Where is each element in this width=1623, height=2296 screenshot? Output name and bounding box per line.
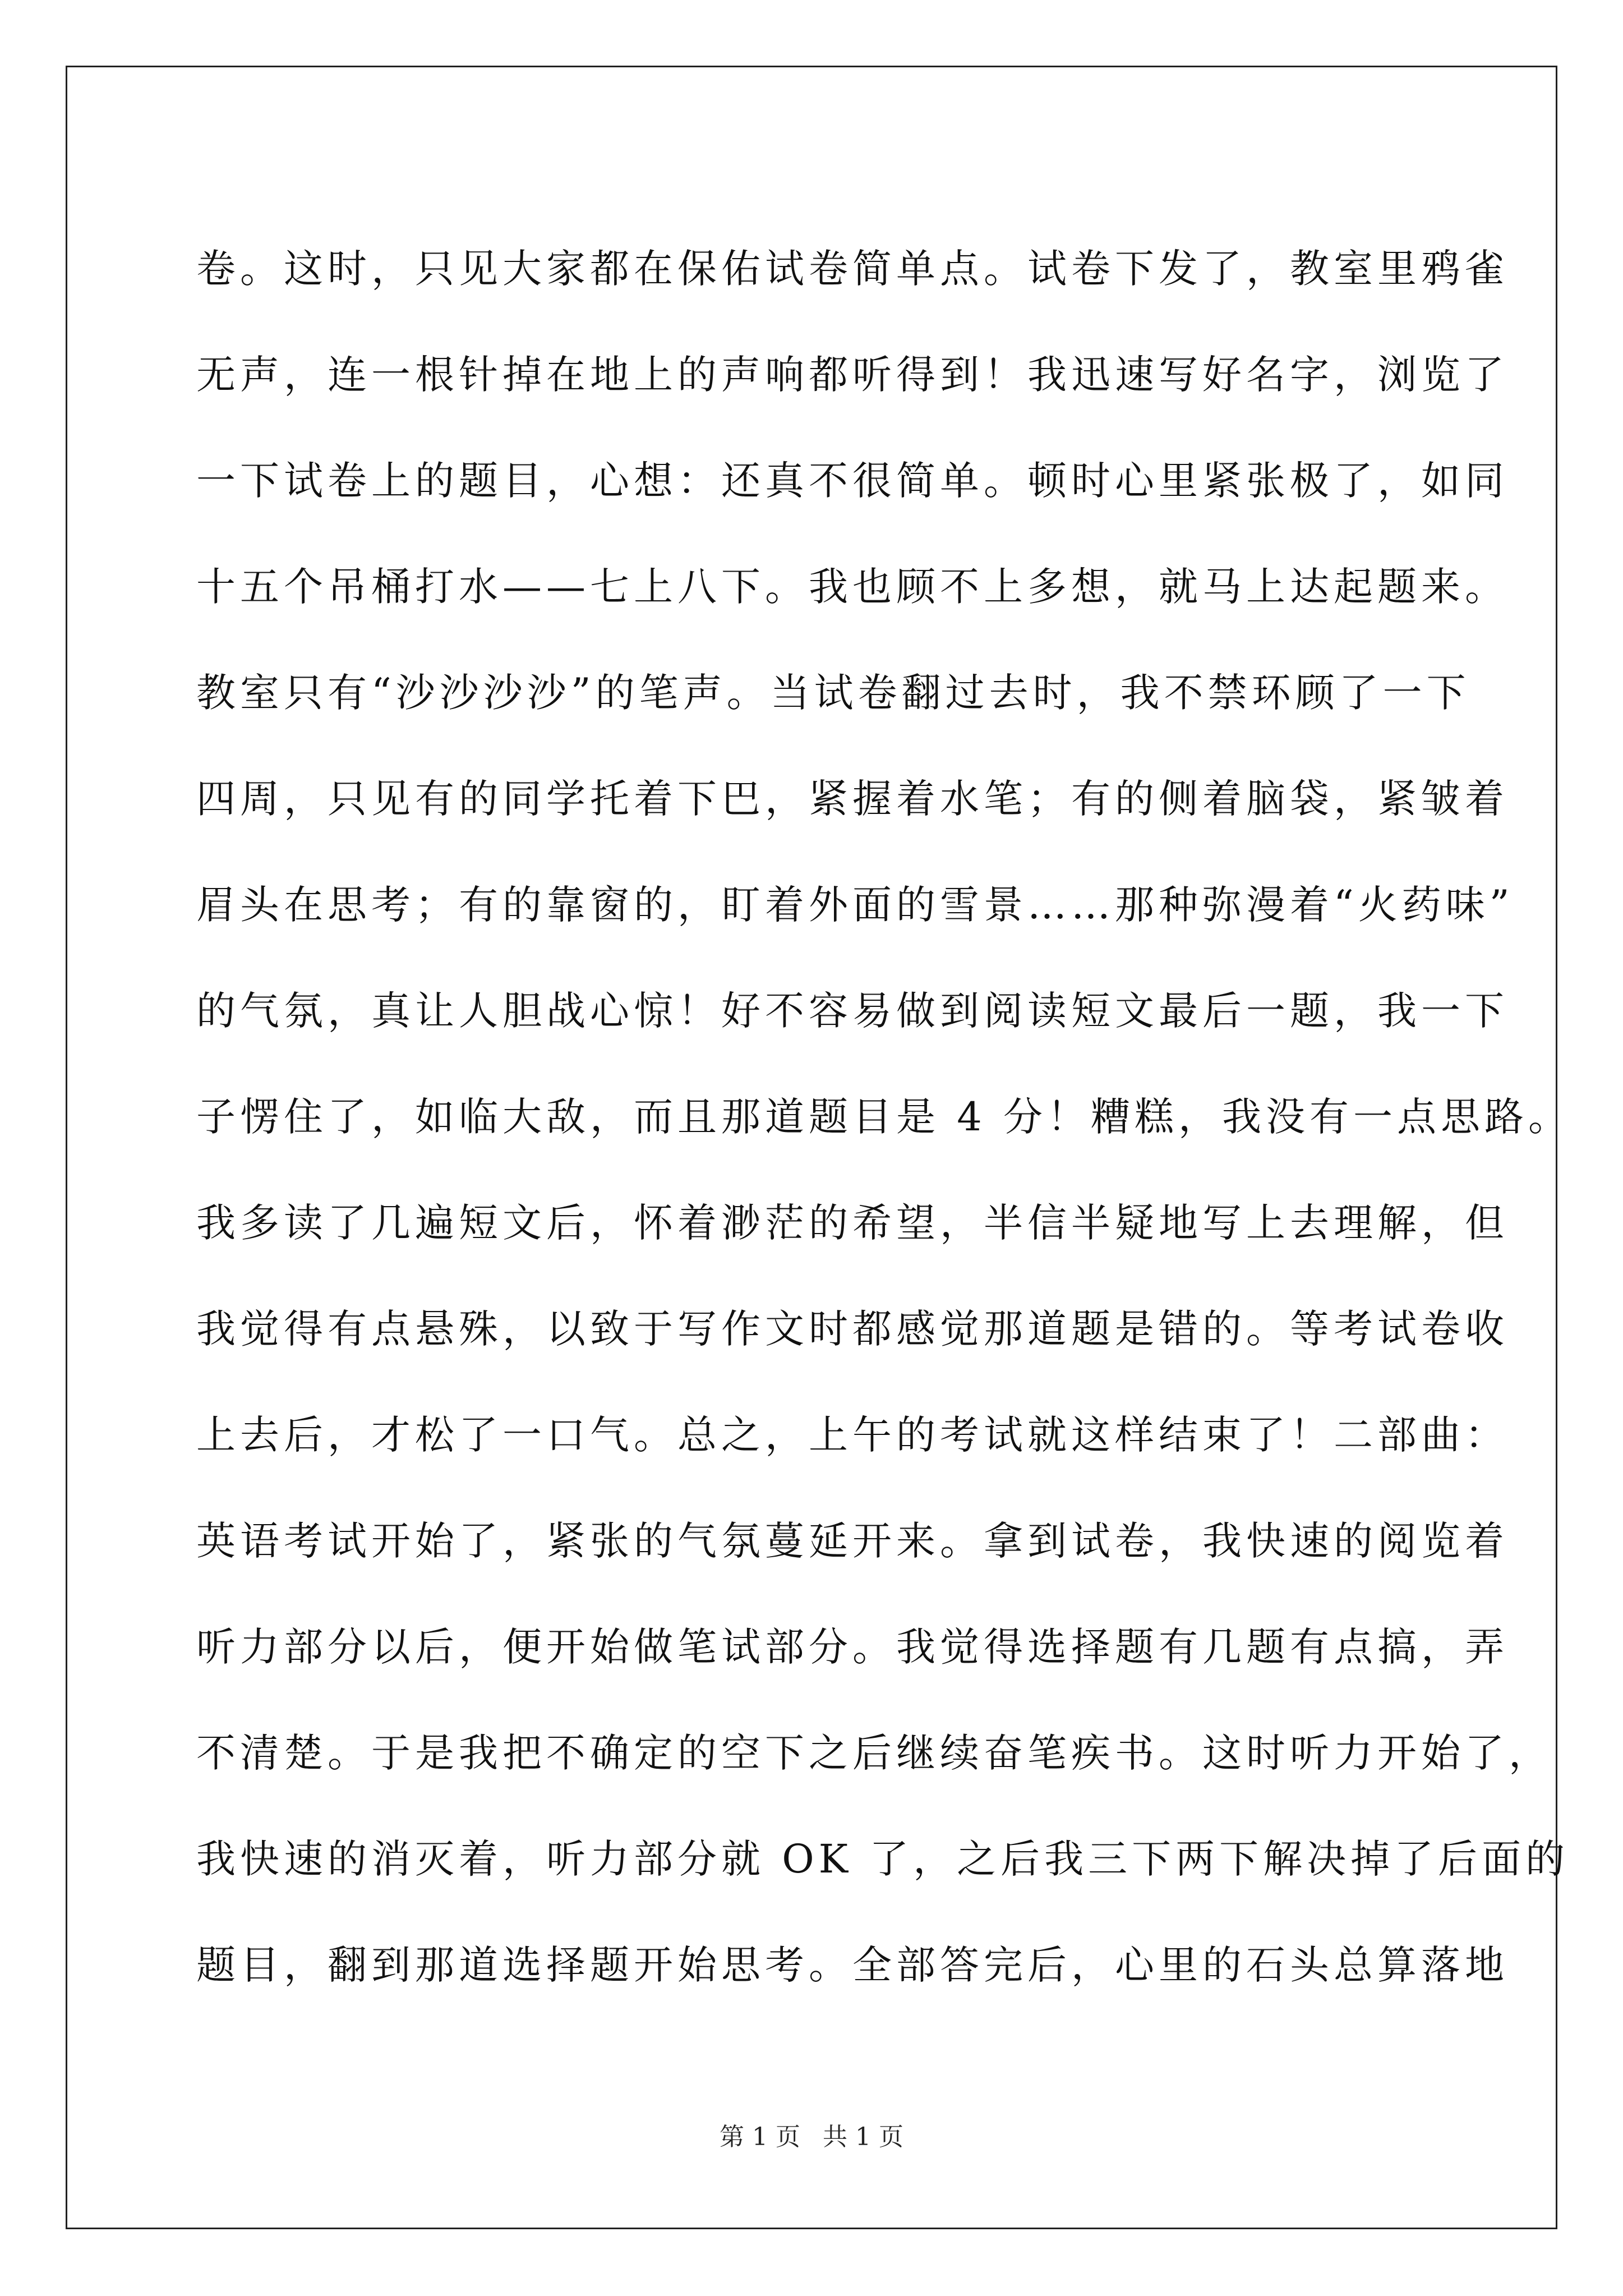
text-line: 一下试卷上的题目，心想：还真不很简单。顿时心里紧张极了，如同 — [196, 458, 1509, 504]
text-line: 卷。这时，只见大家都在保佑试卷简单点。试卷下发了，教室里鸦雀 — [196, 246, 1509, 292]
body-text — [196, 216, 1573, 2018]
text-line: 我快速的消灭着，听力部分就 OK 了，之后我三下两下解决掉了后面的 — [196, 1836, 1570, 1882]
text-line: 的气氛，真让人胆战心惊！好不容易做到阅读短文最后一题，我一下 — [196, 988, 1509, 1034]
page-total: 共 1 页 — [823, 2123, 903, 2151]
text-line: 教室只有“沙沙沙沙”的笔声。当试卷翻过去时，我不禁环顾了一下 — [196, 670, 1470, 716]
text-line: 英语考试开始了，紧张的气氛蔓延开来。拿到试卷，我快速的阅览着 — [196, 1518, 1509, 1564]
page-footer — [0, 2120, 1623, 2154]
text-line: 上去后，才松了一口气。总之，上午的考试就这样结束了！二部曲： — [196, 1412, 1509, 1458]
text-line: 四周，只见有的同学托着下巴，紧握着水笔；有的侧着脑袋，紧皱着 — [196, 776, 1509, 822]
page-number: 第 1 页 — [720, 2123, 800, 2151]
text-line: 听力部分以后，便开始做笔试部分。我觉得选择题有几题有点搞，弄 — [196, 1624, 1509, 1670]
text-line: 十五个吊桶打水——七上八下。我也顾不上多想，就马上达起题来。 — [196, 564, 1509, 610]
text-line: 眉头在思考；有的靠窗的，盯着外面的雪景……那种弥漫着“火药味” — [196, 882, 1514, 928]
text-line: 不清楚。于是我把不确定的空下之后继续奋笔疾书。这时听力开始了， — [196, 1730, 1552, 1776]
text-line: 题目，翻到那道选择题开始思考。全部答完后，心里的石头总算落地 — [196, 1942, 1509, 1988]
text-line: 无声，连一根针掉在地上的声响都听得到！我迅速写好名字，浏览了 — [196, 352, 1509, 398]
text-line: 子愣住了，如临大敌，而且那道题目是 4 分！糟糕，我没有一点思路。 — [196, 1094, 1573, 1140]
text-line: 我觉得有点悬殊，以致于写作文时都感觉那道题是错的。等考试卷收 — [196, 1306, 1509, 1352]
text-line: 我多读了几遍短文后，怀着渺茫的希望，半信半疑地写上去理解，但 — [196, 1200, 1509, 1246]
